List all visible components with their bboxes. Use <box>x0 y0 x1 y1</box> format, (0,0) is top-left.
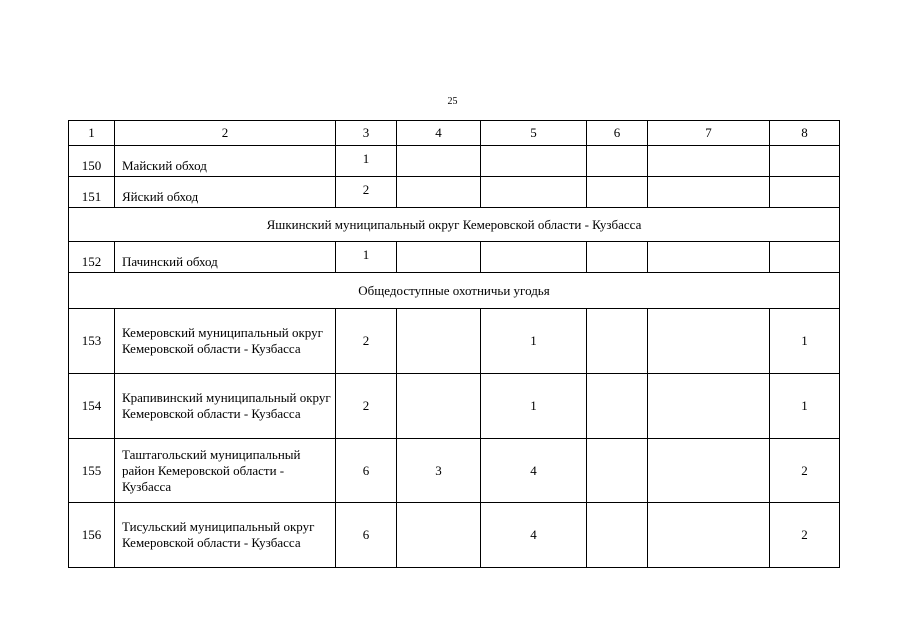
cell-col4 <box>397 374 481 439</box>
table-row <box>69 309 840 374</box>
cell-col6 <box>587 503 648 568</box>
row-number: 151 <box>69 177 115 208</box>
cell-col5: 4 <box>481 439 587 503</box>
cell-col3: 6 <box>336 439 397 503</box>
cell-col8 <box>770 242 840 273</box>
cell-col7 <box>648 242 770 273</box>
cell-col5: 4 <box>481 503 587 568</box>
cell-col5 <box>481 242 587 273</box>
row-name: Таштагольский муниципальный район Кемеровской области - Кузбасса <box>115 439 336 503</box>
table-row <box>69 146 840 177</box>
cell-col8: 2 <box>770 503 840 568</box>
cell-col4 <box>397 177 481 208</box>
table-row <box>69 439 840 503</box>
cell-col7 <box>648 439 770 503</box>
row-number: 156 <box>69 503 115 568</box>
cell-col6 <box>587 242 648 273</box>
cell-col4 <box>397 146 481 177</box>
table-row <box>69 242 840 273</box>
header-cell: 6 <box>587 121 648 146</box>
row-number: 153 <box>69 309 115 374</box>
header-cell: 3 <box>336 121 397 146</box>
section-row <box>69 208 840 242</box>
cell-col8: 2 <box>770 439 840 503</box>
cell-col4 <box>397 242 481 273</box>
cell-col6 <box>587 146 648 177</box>
row-name: Кемеровский муниципальный округ Кемеровской области - Кузбасса <box>115 309 336 374</box>
cell-col5: 1 <box>481 309 587 374</box>
cell-col8 <box>770 177 840 208</box>
row-name: Яйский обход <box>115 177 336 208</box>
row-name: Тисульский муниципальный округ Кемеровской области - Кузбасса <box>115 503 336 568</box>
cell-col7 <box>648 309 770 374</box>
cell-col8: 1 <box>770 309 840 374</box>
row-number: 150 <box>69 146 115 177</box>
cell-col6 <box>587 177 648 208</box>
table-row <box>69 503 840 568</box>
cell-col5: 1 <box>481 374 587 439</box>
header-cell: 5 <box>481 121 587 146</box>
cell-col5 <box>481 177 587 208</box>
cell-col4 <box>397 503 481 568</box>
header-cell: 8 <box>770 121 840 146</box>
section-row <box>69 273 840 309</box>
cell-col6 <box>587 374 648 439</box>
cell-col6 <box>587 309 648 374</box>
cell-col3: 1 <box>336 242 397 273</box>
page-number: 25 <box>447 96 458 107</box>
row-number: 152 <box>69 242 115 273</box>
row-number: 155 <box>69 439 115 503</box>
row-name: Крапивинский муниципальный округ Кемеровской области - Кузбасса <box>115 374 336 439</box>
section-title: Общедоступные охотничьи угодья <box>69 273 840 309</box>
row-name: Пачинский обход <box>115 242 336 273</box>
cell-col3: 6 <box>336 503 397 568</box>
cell-col5 <box>481 146 587 177</box>
header-cell: 4 <box>397 121 481 146</box>
cell-col8 <box>770 146 840 177</box>
cell-col7 <box>648 177 770 208</box>
cell-col3: 2 <box>336 177 397 208</box>
data-table <box>68 120 840 568</box>
cell-col6 <box>587 439 648 503</box>
cell-col7 <box>648 146 770 177</box>
table-header-row <box>69 121 840 146</box>
cell-col4 <box>397 309 481 374</box>
cell-col4: 3 <box>397 439 481 503</box>
section-title: Яшкинский муниципальный округ Кемеровской области - Кузбасса <box>69 208 840 242</box>
cell-col3: 2 <box>336 374 397 439</box>
cell-col3: 1 <box>336 146 397 177</box>
row-name: Майский обход <box>115 146 336 177</box>
cell-col7 <box>648 503 770 568</box>
cell-col8: 1 <box>770 374 840 439</box>
cell-col3: 2 <box>336 309 397 374</box>
header-cell: 7 <box>648 121 770 146</box>
header-cell: 2 <box>115 121 336 146</box>
header-cell: 1 <box>69 121 115 146</box>
cell-col7 <box>648 374 770 439</box>
row-number: 154 <box>69 374 115 439</box>
table-row <box>69 177 840 208</box>
table-row <box>69 374 840 439</box>
